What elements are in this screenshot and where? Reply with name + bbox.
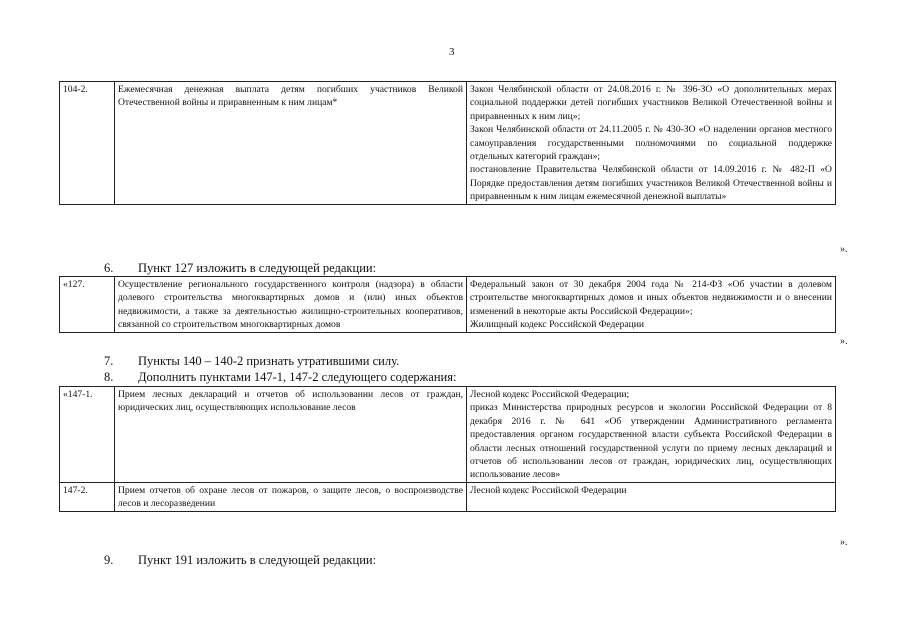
instruction-number: 8. — [104, 370, 114, 384]
instruction-number: 9. — [104, 553, 114, 567]
legal-basis-item: Лесной кодекс Российской Федерации — [470, 484, 627, 496]
instruction-number: 6. — [104, 261, 114, 275]
legal-basis-item: Федеральный закон от 30 декабря 2004 года № 214-ФЗ «Об участии в долевом строительстве многоквартирных домов и иных объектов недвижимости и о внесении изменений в некоторые акты Российской Федерации»; — [470, 279, 832, 317]
closing-quote: ». — [840, 244, 848, 255]
row-legal-basis — [467, 482, 836, 511]
legal-basis-item: Лесной кодекс Российской Федерации; — [470, 389, 630, 400]
row-subject: Ежемесячная денежная выплата детям погибших участников Великой Отечественной войны и приравненным к ним лицам* — [115, 82, 467, 205]
regulation-table-3 — [59, 386, 836, 512]
legal-basis-item: Жилищный кодекс Российской Федерации — [470, 319, 645, 331]
instruction-text: Дополнить пунктами 147-1, 147-2 следующего содержания: — [138, 370, 457, 384]
instruction-text: Пункты 140 – 140-2 признать утратившими силу. — [138, 354, 400, 368]
legal-basis-item: приказ Министерства природных ресурсов и экологии Российской Федерации от 8 декабря 2016 г. № 641 «Об утверждении Административного регламента предоставления органом государственной власти субъекта Российской Федерации в области лесных отношений государственной услуги по приему лесных деклараций и отчетов об использовании лесов от граждан, юридических лиц, осуществляющих использование лесов» — [470, 402, 832, 481]
row-number: «127. — [60, 277, 115, 333]
closing-quote: ». — [840, 537, 848, 548]
instruction-text: Пункт 127 изложить в следующей редакции: — [138, 261, 377, 275]
table-row — [60, 482, 836, 511]
row-number: 147-2. — [60, 482, 115, 511]
table-row — [60, 277, 836, 333]
instruction-text: Пункт 191 изложить в следующей редакции: — [138, 553, 377, 567]
instruction-item — [104, 261, 376, 276]
row-subject: Прием отчетов об охране лесов от пожаров, о защите лесов, о воспроизводстве лесов и лесоразведении — [115, 482, 467, 511]
row-subject: Осуществление регионального государственного контроля (надзора) в области долевого строительства многоквартирных домов и (или) иных объектов недвижимости, а также за деятельностью жилищно-строительных кооперативов, связанной со строительством многоквартирных домов — [115, 277, 467, 333]
row-number: 104-2. — [60, 82, 115, 205]
instruction-item — [104, 370, 456, 385]
row-legal-basis — [467, 277, 836, 333]
legal-basis-item: Закон Челябинской области от 24.11.2005 г. № 430-ЗО «О наделении органов местного самоуправления государственными полномочиями по социальной поддержке отдельных категорий граждан»; — [470, 124, 832, 163]
instruction-item — [104, 354, 399, 369]
row-number: «147-1. — [60, 387, 115, 483]
table-row — [60, 82, 836, 205]
legal-basis-item: Закон Челябинской области от 24.08.2016 г. № 396-ЗО «О дополнительных мерах социальной поддержки детей погибших участников Великой Отечественной войны и приравненных к ним лиц»; — [470, 84, 832, 122]
instruction-item — [104, 553, 376, 568]
instruction-number: 7. — [104, 354, 114, 368]
closing-quote: ». — [840, 336, 848, 347]
table-row — [60, 387, 836, 483]
page-number: 3 — [449, 46, 455, 58]
regulation-table-1 — [59, 81, 836, 205]
row-subject: Прием лесных деклараций и отчетов об использовании лесов от граждан, юридических лиц, осуществляющих использование лесов — [115, 387, 467, 483]
regulation-table-2 — [59, 276, 836, 333]
legal-basis-item: постановление Правительства Челябинской области от 14.09.2016 г. № 482-П «О Порядке предоставления детям погибших участников Великой Отечественной войны и приравненным к ним лицам ежемесячной денежной выплаты» — [470, 164, 832, 203]
row-legal-basis — [467, 387, 836, 483]
row-legal-basis — [467, 82, 836, 205]
